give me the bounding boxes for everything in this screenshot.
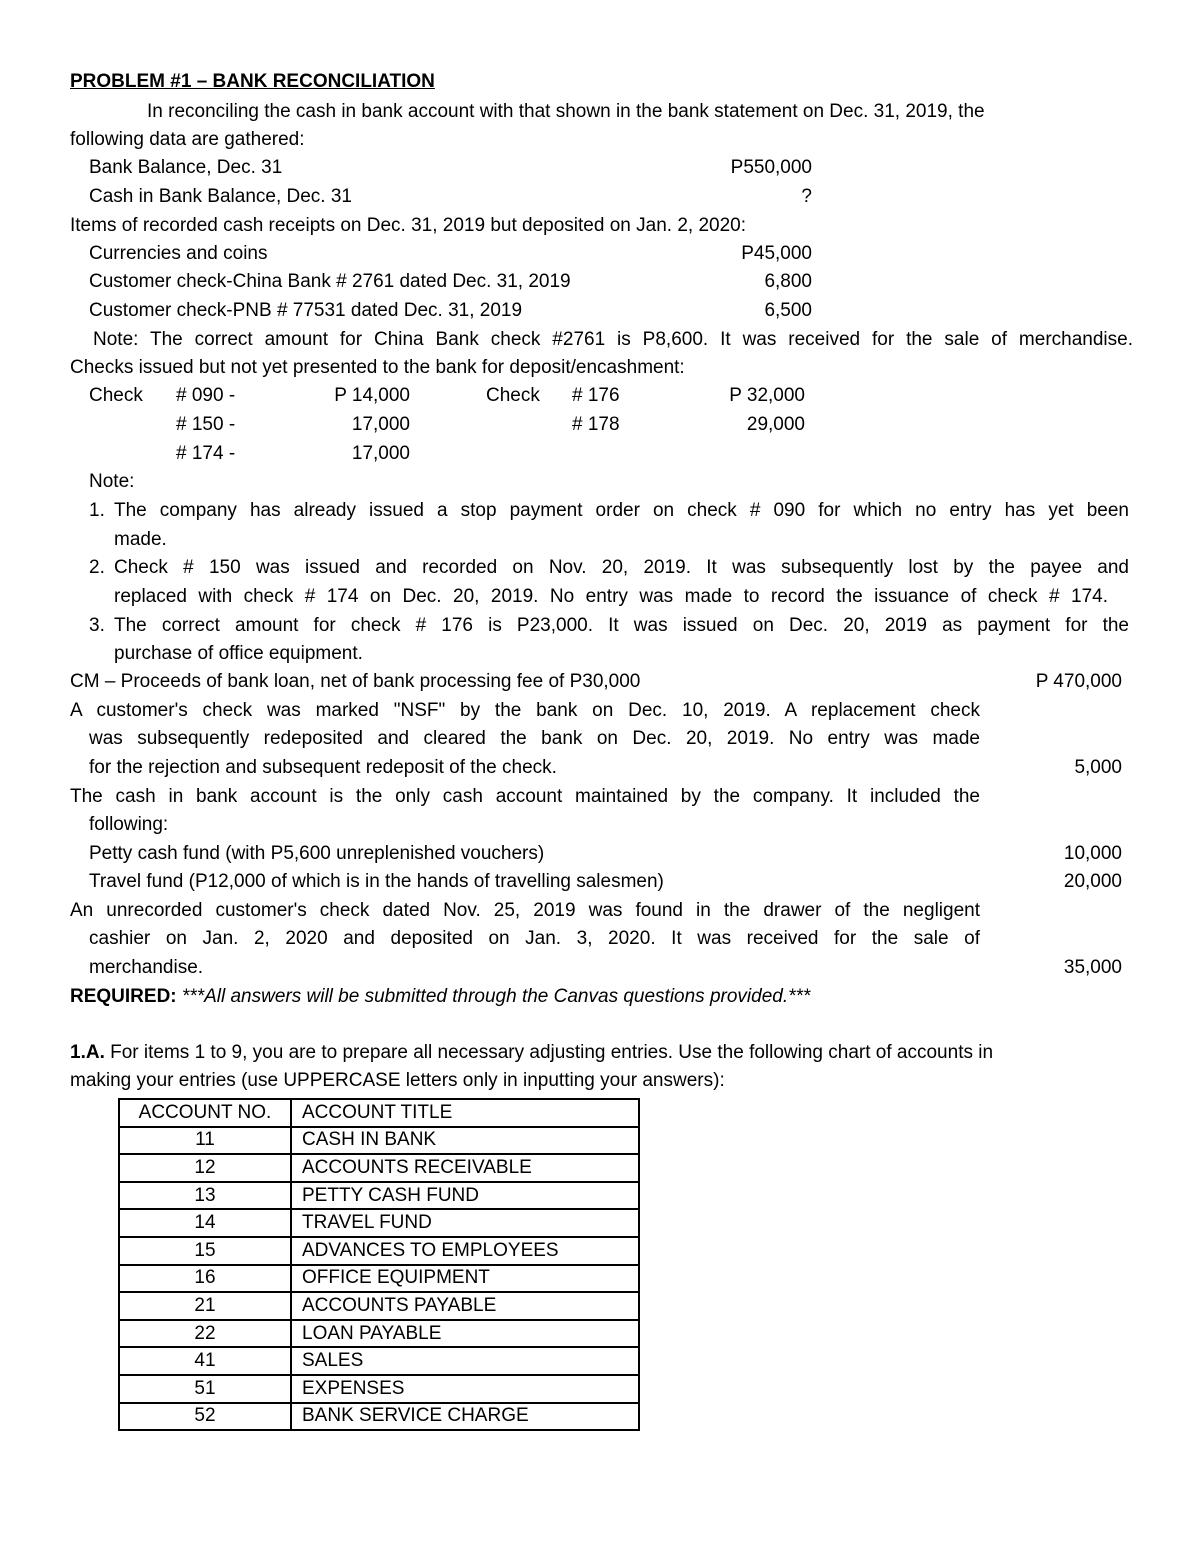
receipt-amount: P45,000 bbox=[741, 243, 812, 264]
account-number: 22 bbox=[119, 1320, 291, 1348]
receipt-label: Customer check-China Bank # 2761 dated Dec. 31, 2019 bbox=[89, 271, 571, 292]
task-text: For items 1 to 9, you are to prepare all necessary adjusting entries. Use the following chart of accounts in bbox=[104, 1042, 994, 1063]
account-title: OFFICE EQUIPMENT bbox=[291, 1265, 639, 1293]
balance-amount: ? bbox=[801, 186, 812, 207]
account-title: EXPENSES bbox=[291, 1375, 639, 1403]
account-title: PETTY CASH FUND bbox=[291, 1182, 639, 1210]
receipt-amount: 6,800 bbox=[764, 271, 812, 292]
check-number: # 150 - bbox=[176, 414, 236, 435]
table-row bbox=[119, 1347, 639, 1375]
check-amount: 29,000 bbox=[746, 414, 805, 435]
column-header: ACCOUNT NO. bbox=[119, 1099, 291, 1127]
intro-line: following data are gathered: bbox=[70, 129, 305, 150]
table-row bbox=[119, 1154, 639, 1182]
note-line: made. bbox=[114, 529, 167, 550]
note-line: The correct amount for check # 176 is P23,000. It was issued on Dec. 20, 2019 as payment for the bbox=[114, 615, 1129, 636]
receipt-label: Customer check-PNB # 77531 dated Dec. 31, 2019 bbox=[89, 300, 523, 321]
table-row bbox=[119, 1127, 639, 1155]
account-number: 51 bbox=[119, 1375, 291, 1403]
table-row bbox=[119, 1375, 639, 1403]
nsf-amount: 5,000 bbox=[1074, 757, 1122, 778]
chart-of-accounts-table bbox=[118, 1098, 640, 1431]
receipt-label: Currencies and coins bbox=[89, 243, 268, 264]
task-line bbox=[70, 1041, 993, 1065]
fund-label: Petty cash fund (with P5,600 unreplenished vouchers) bbox=[89, 843, 545, 864]
account-number: 14 bbox=[119, 1209, 291, 1237]
unrecorded-line: cashier on Jan. 2, 2020 and deposited on Jan. 3, 2020. It was received for the sale of bbox=[89, 928, 980, 949]
account-title: SALES bbox=[291, 1347, 639, 1375]
required-line bbox=[70, 985, 810, 1009]
account-title: BANK SERVICE CHARGE bbox=[291, 1403, 639, 1431]
account-title: ACCOUNTS RECEIVABLE bbox=[291, 1154, 639, 1182]
check-amount: P 14,000 bbox=[334, 385, 410, 406]
task-line: making your entries (use UPPERCASE letters only in inputting your answers): bbox=[70, 1070, 725, 1091]
nsf-line: for the rejection and subsequent redeposit of the check. bbox=[89, 757, 557, 778]
note-line: The company has already issued a stop payment order on check # 090 for which no entry has yet been bbox=[114, 500, 1129, 521]
account-number: 12 bbox=[119, 1154, 291, 1182]
table-row bbox=[119, 1265, 639, 1293]
checks-heading: Checks issued but not yet presented to the bank for deposit/encashment: bbox=[70, 357, 685, 378]
account-title: ADVANCES TO EMPLOYEES bbox=[291, 1237, 639, 1265]
check-amount: 17,000 bbox=[351, 414, 410, 435]
check-number: # 090 - bbox=[176, 385, 236, 406]
note-number: 1. bbox=[89, 500, 105, 521]
cash-account-line: following: bbox=[89, 814, 169, 835]
table-row bbox=[119, 1209, 639, 1237]
account-number: 11 bbox=[119, 1127, 291, 1155]
table-row bbox=[119, 1292, 639, 1320]
account-number: 13 bbox=[119, 1182, 291, 1210]
page-title: PROBLEM #1 – BANK RECONCILIATION bbox=[70, 71, 435, 92]
table-row bbox=[119, 1320, 639, 1348]
table-row bbox=[119, 1403, 639, 1431]
fund-amount: 10,000 bbox=[1063, 843, 1122, 864]
check-number: # 178 bbox=[572, 414, 620, 435]
intro-line: In reconciling the cash in bank account with that shown in the bank statement on Dec. 31, 2019, the bbox=[147, 101, 985, 122]
task-label: 1.A. bbox=[70, 1042, 105, 1063]
balance-amount: P550,000 bbox=[730, 157, 812, 178]
cm-amount: P 470,000 bbox=[1035, 671, 1122, 692]
note-number: 2. bbox=[89, 557, 105, 578]
account-title: LOAN PAYABLE bbox=[291, 1320, 639, 1348]
balance-label: Cash in Bank Balance, Dec. 31 bbox=[89, 186, 352, 207]
note-line: replaced with check # 174 on Dec. 20, 2019. No entry was made to record the issuance of check # 174. bbox=[114, 586, 1108, 607]
notes-heading: Note: bbox=[89, 471, 135, 492]
check-label: Check bbox=[486, 385, 540, 406]
nsf-line: A customer's check was marked "NSF" by the bank on Dec. 10, 2019. A replacement check bbox=[70, 700, 980, 721]
table-header-row bbox=[119, 1099, 639, 1127]
balance-label: Bank Balance, Dec. 31 bbox=[89, 157, 283, 178]
check-amount: P 32,000 bbox=[729, 385, 805, 406]
check-amount: 17,000 bbox=[351, 443, 410, 464]
required-label: REQUIRED: bbox=[70, 986, 177, 1007]
account-title: TRAVEL FUND bbox=[291, 1209, 639, 1237]
account-number: 15 bbox=[119, 1237, 291, 1265]
cash-account-line: The cash in bank account is the only cash account maintained by the company. It included the bbox=[70, 786, 980, 807]
account-title: CASH IN BANK bbox=[291, 1127, 639, 1155]
check-number: # 176 bbox=[572, 385, 620, 406]
nsf-line: was subsequently redeposited and cleared the bank on Dec. 20, 2019. No entry was made bbox=[89, 728, 980, 749]
check-label: Check bbox=[89, 385, 143, 406]
account-title: ACCOUNTS PAYABLE bbox=[291, 1292, 639, 1320]
account-number: 21 bbox=[119, 1292, 291, 1320]
table-row bbox=[119, 1182, 639, 1210]
unrecorded-amount: 35,000 bbox=[1063, 957, 1122, 978]
column-header: ACCOUNT TITLE bbox=[291, 1099, 639, 1127]
receipts-heading: Items of recorded cash receipts on Dec. 31, 2019 but deposited on Jan. 2, 2020: bbox=[70, 215, 746, 236]
note-number: 3. bbox=[89, 615, 105, 636]
fund-label: Travel fund (P12,000 of which is in the hands of travelling salesmen) bbox=[89, 871, 664, 892]
fund-amount: 20,000 bbox=[1063, 871, 1122, 892]
note-line: purchase of office equipment. bbox=[114, 643, 363, 664]
account-number: 16 bbox=[119, 1265, 291, 1293]
receipts-note: Note: The correct amount for China Bank check #2761 is P8,600. It was received for the sale of merchandise. bbox=[93, 329, 1133, 350]
check-number: # 174 - bbox=[176, 443, 236, 464]
account-number: 41 bbox=[119, 1347, 291, 1375]
table-row bbox=[119, 1237, 639, 1265]
required-text: ***All answers will be submitted through the Canvas questions provided.*** bbox=[176, 986, 811, 1007]
cm-label: CM – Proceeds of bank loan, net of bank processing fee of P30,000 bbox=[70, 671, 641, 692]
unrecorded-line: merchandise. bbox=[89, 957, 204, 978]
account-number: 52 bbox=[119, 1403, 291, 1431]
receipt-amount: 6,500 bbox=[764, 300, 812, 321]
unrecorded-line: An unrecorded customer's check dated Nov. 25, 2019 was found in the drawer of the negligent bbox=[70, 900, 980, 921]
note-line: Check # 150 was issued and recorded on Nov. 20, 2019. It was subsequently lost by the payee and bbox=[114, 557, 1129, 578]
